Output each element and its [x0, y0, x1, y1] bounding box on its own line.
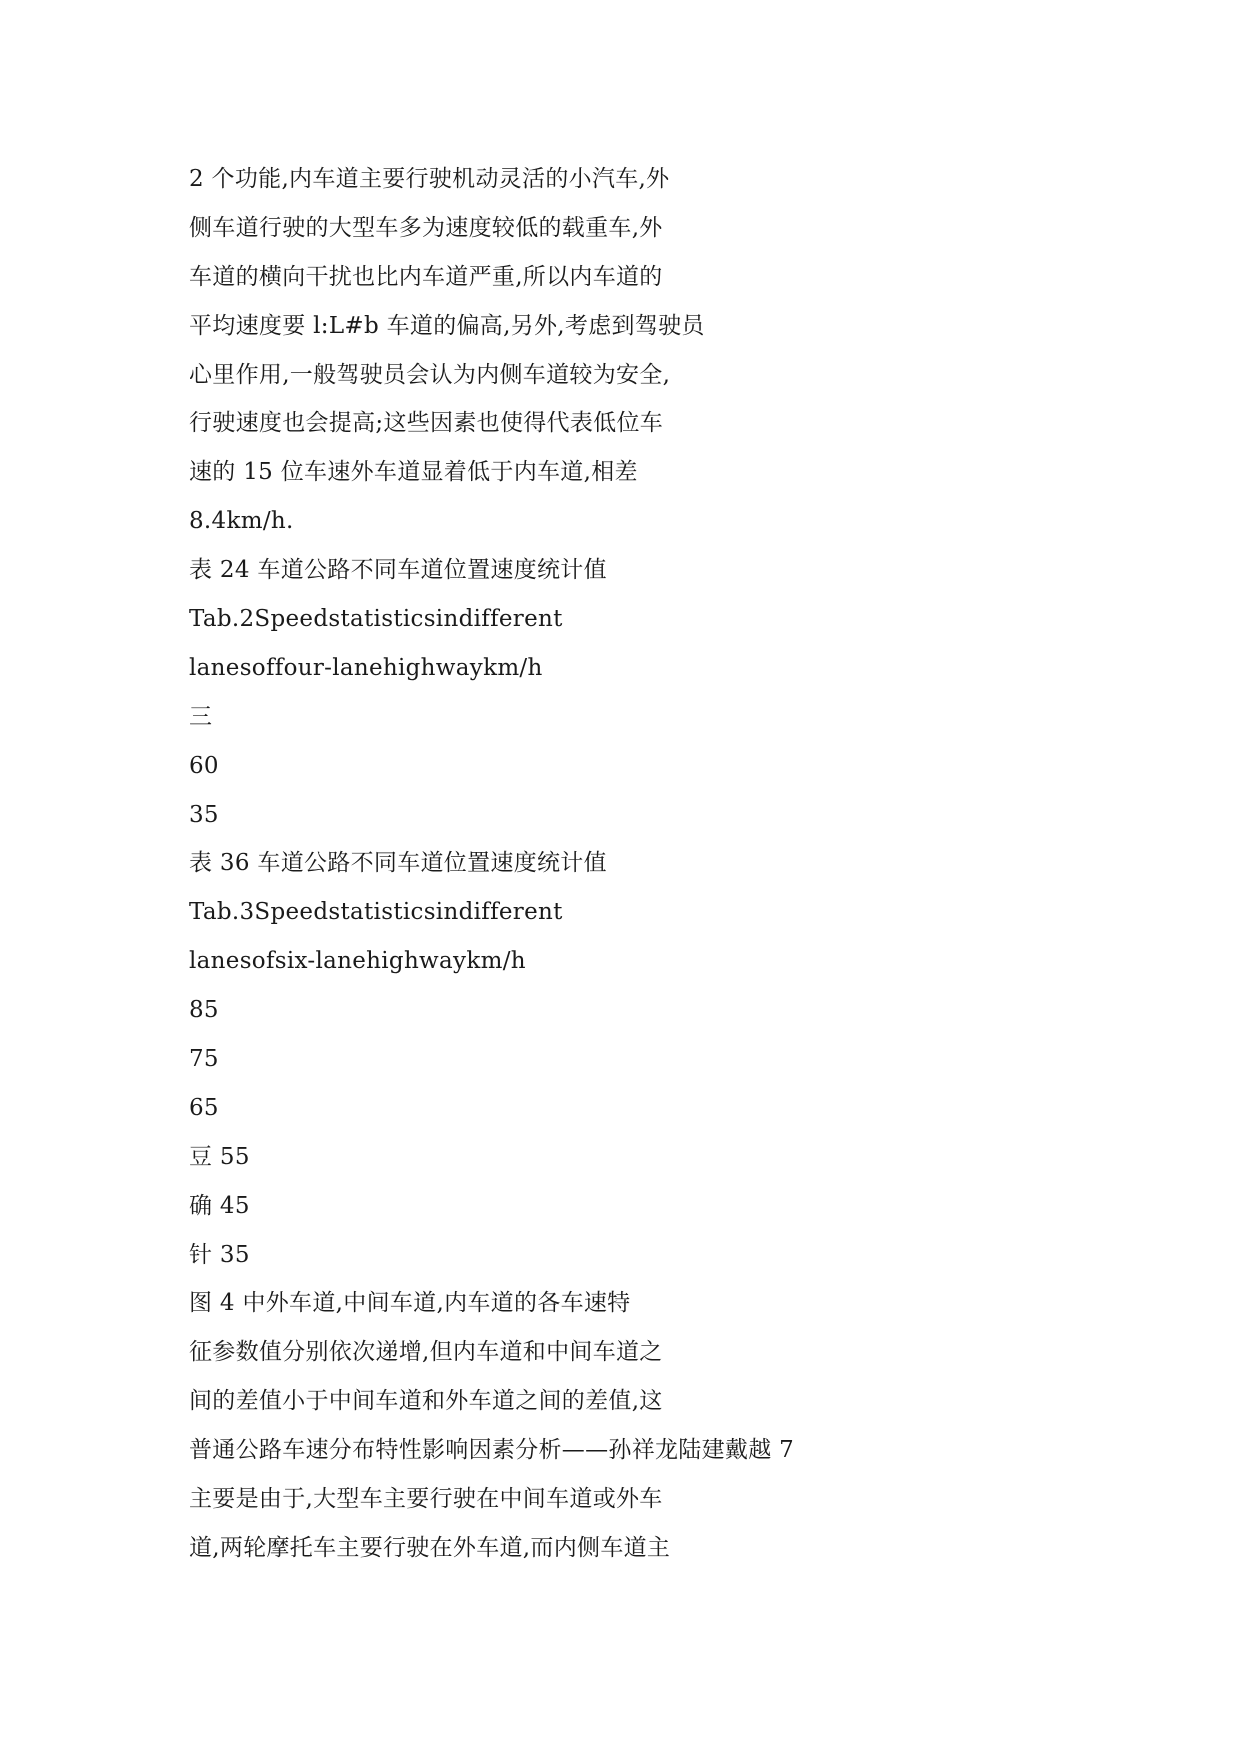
- text-line: 侧车道行驶的大型车多为速度较低的载重车,外: [189, 214, 663, 241]
- text-line: 间的差值小于中间车道和外车道之间的差值,这: [189, 1388, 663, 1415]
- text-line: 道,两轮摩托车主要行驶在外车道,而内侧车道主: [189, 1534, 671, 1561]
- text-line: 车道的横向干扰也比内车道严重,所以内车道的: [189, 263, 663, 290]
- text-line: 豆 55: [189, 1143, 250, 1170]
- text-line: 85: [189, 997, 219, 1024]
- text-line: 35: [189, 801, 219, 828]
- table-caption-en: Tab.3Speedstatisticsindifferent: [189, 899, 563, 926]
- text-line: 75: [189, 1046, 219, 1073]
- text-line: 三: [189, 703, 213, 730]
- text-line: 图 4 中外车道,中间车道,内车道的各车速特: [189, 1290, 631, 1317]
- text-body: [189, 155, 1149, 1573]
- table-caption-en: lanesofsix-lanehighwaykm/h: [189, 948, 526, 975]
- text-line: 确 45: [189, 1192, 250, 1219]
- table-caption-cn: 表 36 车道公路不同车道位置速度统计值: [189, 850, 607, 877]
- text-line: 平均速度要 l:L#b 车道的偏高,另外,考虑到驾驶员: [189, 312, 705, 339]
- text-line: 征参数值分别依次递增,但内车道和中间车道之: [189, 1339, 663, 1366]
- table-caption-en: Tab.2Speedstatisticsindifferent: [189, 606, 563, 633]
- running-header: 普通公路车速分布特性影响因素分析——孙祥龙陆建戴越 7: [189, 1437, 795, 1464]
- text-line: 速的 15 位车速外车道显着低于内车道,相差: [189, 459, 638, 486]
- text-line: 心里作用,一般驾驶员会认为内侧车道较为安全,: [189, 361, 671, 388]
- table-caption-en: lanesoffour-lanehighwaykm/h: [189, 654, 543, 681]
- text-line: 65: [189, 1094, 219, 1121]
- text-line: 针 35: [189, 1241, 250, 1268]
- text-line: 8.4km/h.: [189, 508, 294, 535]
- text-line: 60: [189, 752, 219, 779]
- table-caption-cn: 表 24 车道公路不同车道位置速度统计值: [189, 557, 607, 584]
- text-line: 2 个功能,内车道主要行驶机动灵活的小汽车,外: [189, 166, 670, 192]
- text-line: 主要是由于,大型车主要行驶在中间车道或外车: [189, 1486, 663, 1513]
- text-line: 行驶速度也会提高;这些因素也使得代表低位车: [189, 410, 664, 437]
